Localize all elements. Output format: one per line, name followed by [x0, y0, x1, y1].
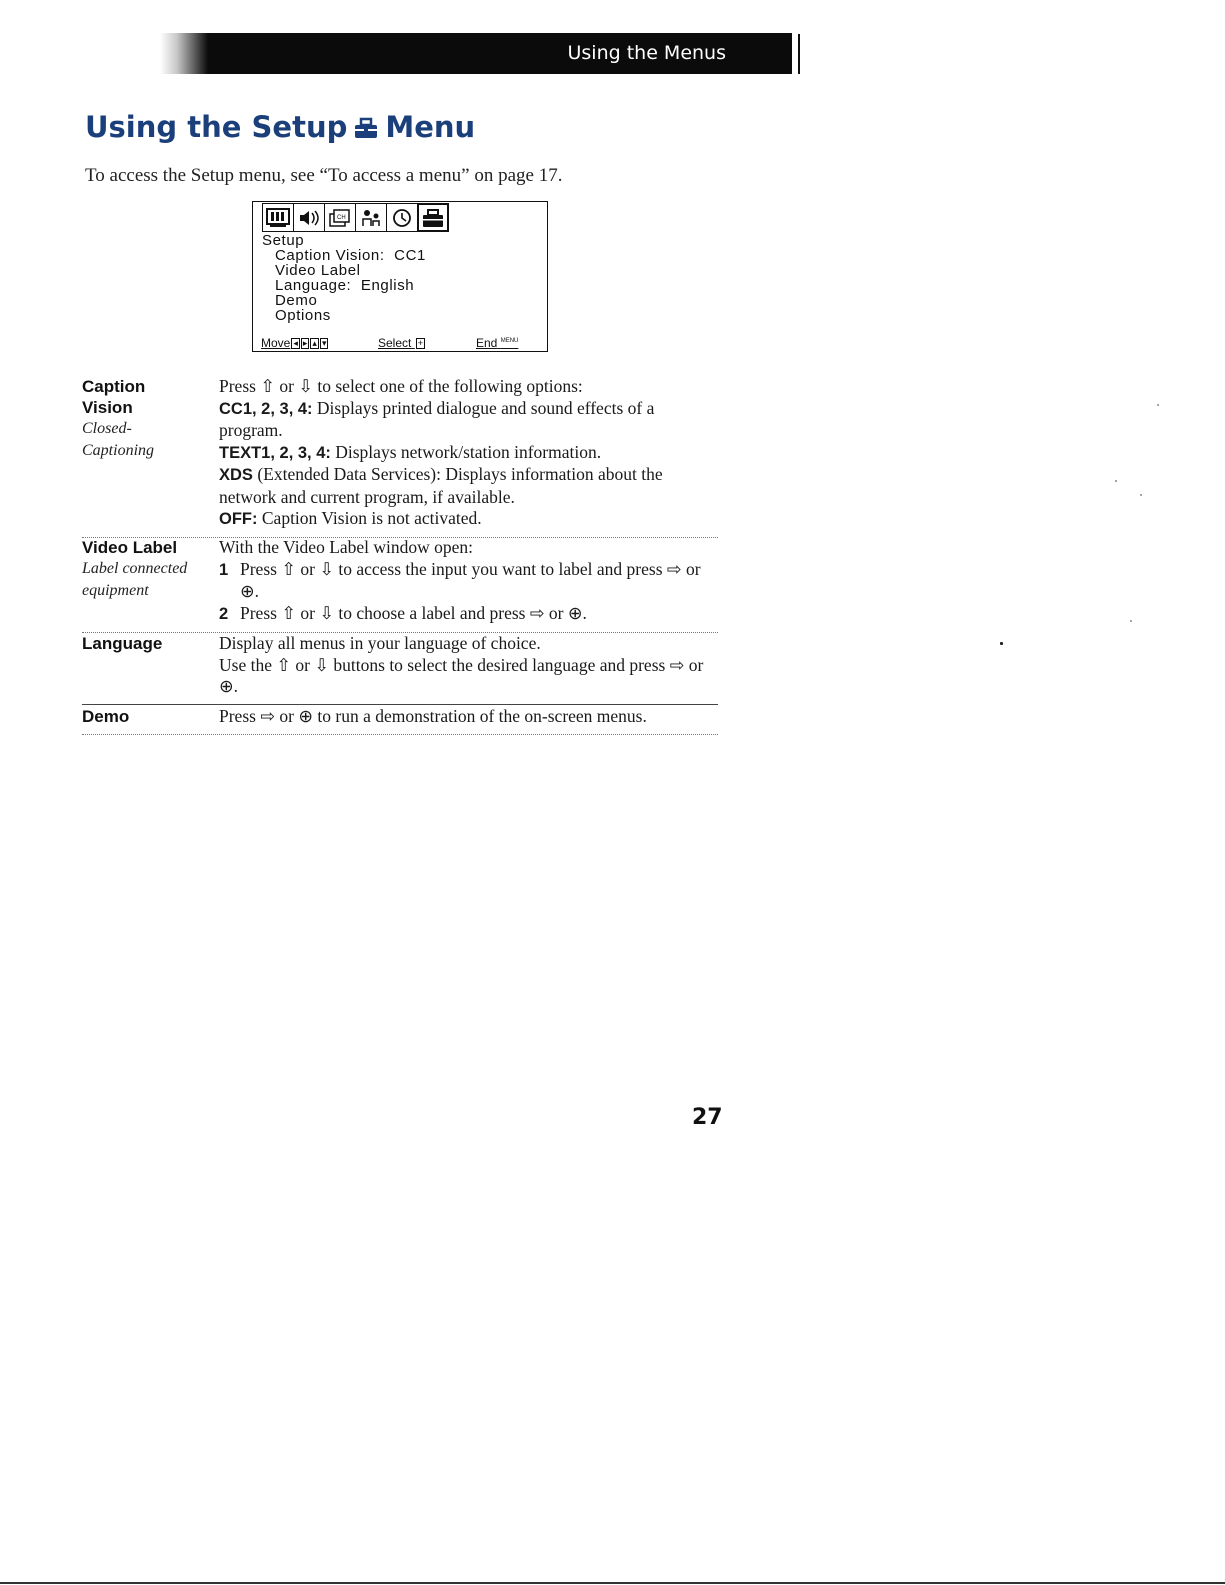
- timer-icon: [386, 203, 418, 232]
- menu-heading: Setup: [262, 232, 305, 249]
- language-label-block: [82, 633, 212, 654]
- demo-text: Press ⇨ or ⊕ to run a demonstration of the on-screen menus.: [219, 706, 647, 726]
- caption-vision-label-block: [82, 376, 212, 462]
- svg-text:CH: CH: [337, 214, 346, 221]
- channel-icon: [324, 203, 356, 232]
- up-arrow-icon: ⇧: [276, 654, 292, 675]
- page-title-text: Using the Setup: [85, 110, 348, 144]
- right-arrow-icon: ⇨: [669, 654, 685, 675]
- down-arrow-icon: ⇩: [298, 376, 313, 396]
- menu-footer-select: Select +: [378, 336, 423, 350]
- down-arrow-icon: ⇩: [319, 558, 334, 579]
- joystick-icon: ⊕: [240, 581, 255, 601]
- menu-item-demo: Demo: [275, 292, 318, 309]
- video-label-step-1: 1 Press ⇧ or ⇩ to access the input you want to label and press ⇨ or ⊕.: [219, 558, 701, 601]
- video-label-label: Video Label: [82, 538, 178, 557]
- scan-speck: [1130, 620, 1132, 622]
- scan-speck: [1000, 642, 1003, 645]
- caption-vision-label-2: Vision: [82, 398, 133, 417]
- joystick-icon: ⊕: [298, 706, 313, 726]
- divider: [82, 704, 718, 705]
- page-title: [85, 110, 475, 147]
- picture-icon: [262, 203, 294, 232]
- menu-tabs: [262, 203, 448, 232]
- header-rule: [798, 34, 800, 74]
- setup-icon: [417, 203, 449, 232]
- right-arrow-icon: ⇨: [529, 602, 545, 623]
- caption-vision-sub-2: Captioning: [82, 442, 155, 459]
- up-arrow-icon: ⇧: [281, 602, 296, 623]
- option-cc: CC1, 2, 3, 4: Displays printed dialogue and sound effects of a program.: [219, 397, 655, 440]
- up-arrow-icon: ⇧: [281, 558, 296, 579]
- joystick-icon: ⊕: [567, 602, 583, 623]
- up-arrow-icon: ⇧: [260, 376, 275, 396]
- language-body: [219, 633, 719, 698]
- video-label-step-2: 2 Press ⇧ or ⇩ to choose a label and press ⇨ or ⊕.: [219, 602, 587, 623]
- section-header-title: Using the Menus: [567, 42, 726, 64]
- language-line-2: Use the ⇧ or ⇩ buttons to select the desired language and press ⇨ or ⊕.: [219, 654, 704, 696]
- right-arrow-icon: ⇨: [666, 558, 682, 579]
- video-label-body: [219, 537, 719, 625]
- caption-vision-label-1: Caption: [82, 377, 146, 396]
- down-arrow-icon: ⇩: [319, 602, 334, 623]
- video-label-label-block: [82, 537, 212, 602]
- joystick-icon: +: [417, 338, 423, 348]
- down-arrow-icon: ⇩: [314, 654, 330, 675]
- intro-text: To access the Setup menu, see “To access a menu” on page 17.: [85, 165, 563, 186]
- video-label-intro: With the Video Label window open:: [219, 537, 474, 557]
- video-label-sub-2: equipment: [82, 582, 149, 599]
- header-fade: [160, 33, 208, 74]
- arrow-right-icon: ▸: [302, 338, 308, 348]
- parent-icon: [355, 203, 387, 232]
- language-line-1: Display all menus in your language of choice.: [219, 633, 541, 653]
- caption-vision-sub-1: Closed-: [82, 420, 132, 437]
- arrow-down-icon: ▾: [321, 338, 327, 348]
- video-label-sub-1: Label connected: [82, 560, 188, 577]
- option-text: TEXT1, 2, 3, 4: Displays network/station information.: [219, 441, 602, 462]
- page-title-text-2: Menu: [385, 110, 476, 144]
- menu-lines: [262, 233, 426, 323]
- page-number: 27: [692, 1105, 723, 1130]
- setup-menu-screen: [252, 201, 548, 352]
- right-arrow-icon: ⇨: [260, 706, 275, 726]
- caption-vision-intro: Press ⇧ or ⇩ to select one of the following options:: [219, 376, 583, 396]
- menu-item-video-label: Video Label: [275, 262, 361, 279]
- arrow-up-icon: ▴: [312, 338, 317, 348]
- menu-footer-move: Move ◂ ▸ ▴ ▾: [261, 336, 327, 350]
- option-off: OFF: Caption Vision is not activated.: [219, 508, 482, 528]
- language-label: Language: [82, 634, 163, 653]
- toolbox-icon: [353, 113, 379, 147]
- caption-vision-body: [219, 376, 719, 531]
- menu-footer-end: End $^{MENU}$: [476, 336, 519, 350]
- scan-speck: [1140, 494, 1142, 496]
- demo-label: Demo: [82, 707, 130, 726]
- option-xds: XDS (Extended Data Services): Displays information about the network and current program, if available.: [219, 464, 663, 507]
- demo-label-block: [82, 706, 212, 727]
- menu-item-options: Options: [275, 307, 331, 324]
- joystick-icon: ⊕: [219, 676, 234, 696]
- bottom-rule: [0, 1582, 1225, 1584]
- menu-item-language: Language: English: [275, 277, 415, 294]
- divider: [82, 734, 718, 735]
- menu-item-caption-vision: Caption Vision: CC1: [275, 247, 426, 264]
- menu-key-label: MENU: [500, 338, 519, 344]
- scan-speck: [1157, 404, 1159, 406]
- section-header-bar: [160, 33, 792, 74]
- arrow-left-icon: ◂: [293, 338, 298, 348]
- demo-body: [219, 706, 719, 728]
- scan-speck: [1115, 480, 1117, 482]
- audio-icon: [293, 203, 325, 232]
